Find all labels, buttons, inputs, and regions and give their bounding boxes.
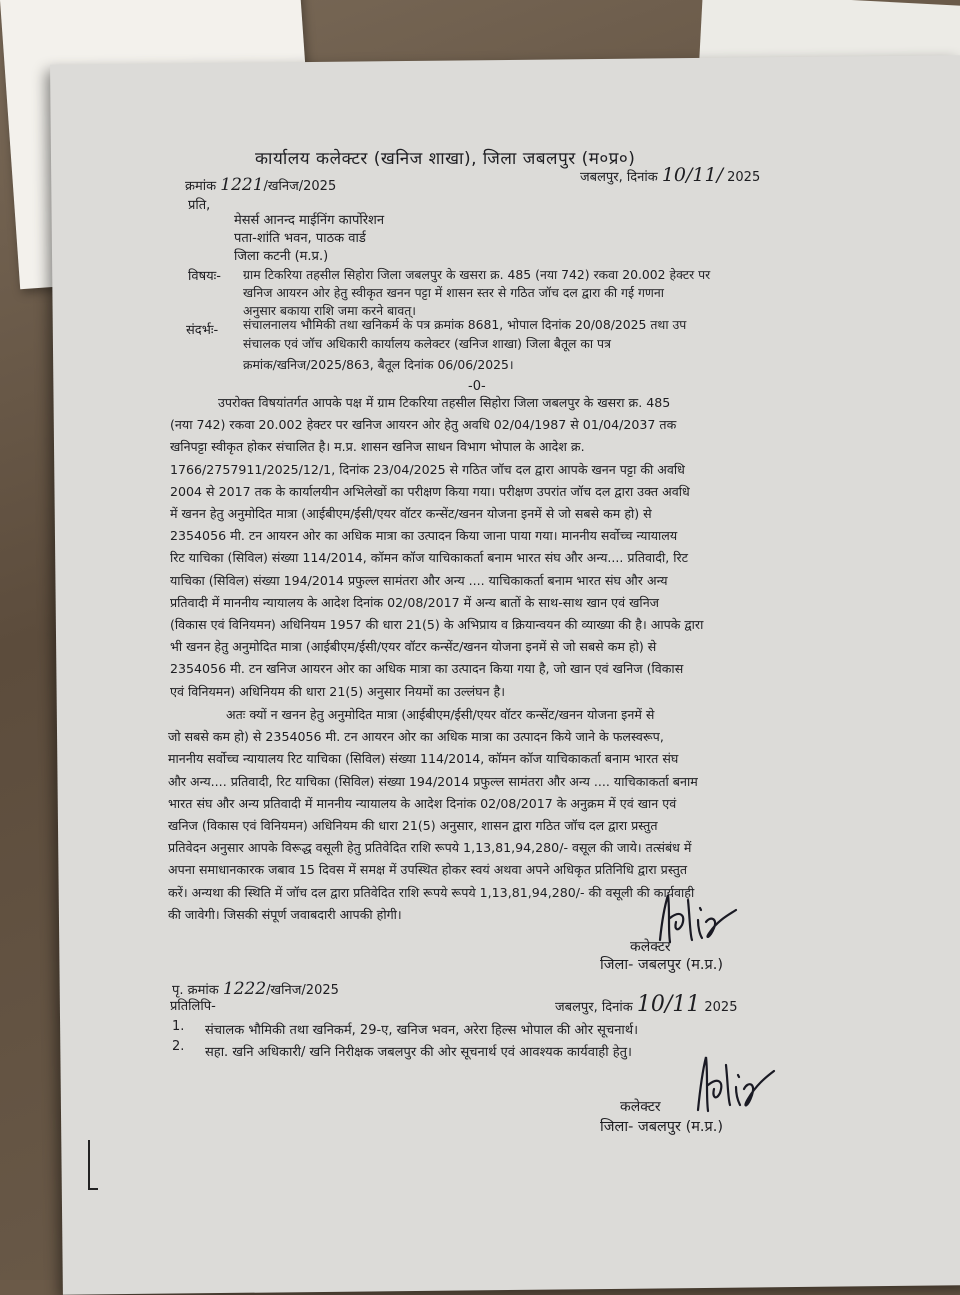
addressee-line: मेसर्स आनन्द माईनिंग कार्पोरेशन	[234, 213, 385, 228]
frame-mark-corner	[88, 1188, 98, 1190]
para1-line: उपरोक्त विषयांतर्गत आपके पक्ष में ग्राम टिकरिया तहसील सिहोरा जिला जबलपुर के खसरा क्र. 485	[218, 395, 671, 410]
frame-mark-left	[88, 1140, 90, 1190]
endorse-prefix: पृ. क्रमांक	[172, 983, 219, 998]
para2-line: प्रतिवेदन अनुसार आपके विरूद्ध वसूली हेतु प्रतिवेदित राशि रूपये 1,13,81,94,280/- वसूल की जाये। तत्संबंध में	[168, 840, 692, 856]
subject-line: खनिज आयरन ओर हेतु स्वीकृत खनन पट्टा में शासन स्तर से गठित जॉच दल द्वारा की गई गणना	[243, 285, 664, 300]
endorsement-date	[555, 992, 738, 1017]
copy-item-text: सहा. खनि अधिकारी/ खनि निरीक्षक जबलपुर की ओर सूचनार्थ एवं आवश्यक कार्यवाही हेतु।	[205, 1045, 632, 1060]
subject-label: विषयः-	[188, 269, 221, 284]
para1-line: रिट याचिका (सिविल) संख्या 114/2014, कॉमन कॉज याचिकाकर्ता बनाम भारत संघ और अन्य.... प्रतिवादी, रिट	[170, 550, 688, 566]
signatory-district: जिला- जबलपुर (म.प्र.)	[600, 1119, 724, 1135]
para2-line: अतः क्यों न खनन हेतु अनुमोदित मात्रा (आईबीएम/ईसी/एयर वॉटर कन्सेंट/खनन योजना इनमें से	[226, 707, 655, 722]
letter-date	[580, 166, 760, 187]
ref-prefix: क्रमांक	[185, 179, 217, 194]
para1-line: एवं विनियमन) अधिनियम की धारा 21(5) अनुसार नियमों का उल्लंघन है।	[170, 683, 506, 699]
para1-line: 2354056 मी. टन खनिज आयरन ओर का अधिक मात्रा का उत्पादन किया गया है, जो खान एवं खनिज (विकास	[170, 661, 684, 677]
para1-line: भी खनन हेतु अनुमोदित मात्रा (आईबीएम/ईसी/एयर वॉटर कन्सेंट/खनन योजना इनमें से जो सबसे कम हो) से	[170, 639, 657, 655]
para2-line: और अन्य.... प्रतिवादी, रिट याचिका (सिविल) संख्या 194/2014 प्रफुल्ल सामंतरा और अन्य .... याचिकाकर्ता बनाम	[168, 773, 698, 789]
signatory-title: कलेक्टर	[630, 939, 671, 955]
para1-line: याचिका (सिविल) संख्या 194/2014 प्रफुल्ल सामंतरा और अन्य .... याचिकाकर्ता बनाम भारत संघ और अन्य	[170, 572, 668, 588]
endorsement-number	[172, 980, 339, 1000]
para2-line: करें। अन्यथा की स्थिति में जॉच दल द्वारा प्रतिवेदित राशि रूपये रूपये 1,13,81,94,280/- की वसूली की कार्यवाही	[168, 884, 695, 900]
endorse-date-handwritten: 10/11	[636, 992, 701, 1017]
ref-number-handwritten: 1221	[220, 175, 264, 195]
addressee-line: पता-शांति भवन, पाठक वार्ड	[234, 231, 366, 246]
to-label: प्रति,	[188, 198, 211, 213]
signatory-district: जिला- जबलपुर (म.प्र.)	[600, 957, 724, 973]
subject-line: ग्राम टिकरिया तहसील सिहोरा जिला जबलपुर के खसरा क्र. 485 (नया 742) रकवा 20.002 हेक्टर पर	[243, 267, 711, 282]
endorse-number-handwritten: 1222	[222, 979, 267, 999]
para2-line: की जावेगी। जिसकी संपूर्ण जवाबदारी आपकी होगी।	[168, 906, 402, 922]
para2-line: जो सबसे कम हो) से 2354056 मी. टन आयरन ओर का अधिक मात्रा का उत्पादन किये जाने के फलस्वरूप,	[168, 729, 664, 745]
signatory-title: कलेक्टर	[620, 1099, 661, 1115]
reference-label: संदर्भः-	[186, 323, 219, 338]
addressee-line: जिला कटनी (म.प्र.)	[234, 249, 329, 264]
para1-line: 2354056 मी. टन आयरन ओर का अधिक मात्रा का उत्पादन किया जाना पाया गया। माननीय सर्वोच्च न्यायालय	[170, 528, 678, 544]
date-label: जबलपुर, दिनांक	[580, 170, 658, 185]
paragraph-1	[170, 392, 780, 703]
copy-item-text: संचालक भौमिकी तथा खनिकर्म, 29-ए, खनिज भवन, अरेरा हिल्स भोपाल की ओर सूचनार्थ।	[205, 1023, 639, 1038]
copy-to-label: प्रतिलिपि-	[170, 999, 216, 1014]
para1-line: में खनन हेतु अनुमोदित मात्रा (आईबीएम/ईसी/एयर वॉटर कन्सेंट/खनन योजना इनमें से जो सबसे कम हो) से	[170, 506, 652, 522]
ref-suffix: /खनिज/2025	[263, 179, 337, 194]
reference-line: क्रमांक/खनिज/2025/863, बैतूल दिनांक 06/06/2025।	[243, 357, 514, 372]
date-year: 2025	[727, 170, 761, 185]
para2-line: भारत संघ और अन्य प्रतिवादी में माननीय न्यायालय के आदेश दिनांक 02/08/2017 के अनुक्रम में एवं खान एवं	[168, 795, 677, 811]
para1-line: खनिपट्टा स्वीकृत होकर संचालित है। म.प्र. शासन खनिज साधन विभाग भोपाल के आदेश क्र.	[170, 439, 585, 455]
reference-number	[185, 176, 336, 196]
subject-line: अनुसार बकाया राशि जमा करने बावत्।	[243, 303, 417, 318]
office-title: कार्यालय कलेक्टर (खनिज शाखा), जिला जबलपुर (म०प्र०)	[255, 149, 636, 169]
para1-line: (विकास एवं विनियमन) अधिनियम 1957 की धारा 21(5) के अभिप्राय व क्रियान्वयन की व्याख्या की है। आपके द्वारा	[170, 617, 704, 633]
reference-line: संचालनालय भौमिकी तथा खनिकर्म के पत्र क्रमांक 8681, भोपाल दिनांक 20/08/2025 तथा उप	[243, 317, 687, 332]
para1-line: 2004 से 2017 तक के कार्यालयीन अभिलेखों का परीक्षण किया गया। परीक्षण उपरांत जॉच दल द्वारा उक्त अवधि	[170, 483, 690, 499]
endorse-year: 2025	[704, 1000, 738, 1015]
collector-signature-2	[680, 1035, 780, 1130]
para2-line: खनिज (विकास एवं विनियमन) अधिनियम की धारा 21(5) अनुसार, शासन द्वारा गठित जॉच दल द्वारा प्रस्तुत	[168, 818, 658, 834]
endorse-date-label: जबलपुर, दिनांक	[555, 1000, 633, 1015]
para1-line: 1766/2757911/2025/12/1, दिनांक 23/04/2025 से गठित जॉच दल द्वारा आपके खनन पट्टा की अवधि	[170, 461, 685, 477]
date-handwritten: 10/11/	[661, 164, 723, 186]
para2-line: अपना समाधानकारक जबाव 15 दिवस में समक्ष में उपस्थित होकर स्वयं अथवा अपने अधिकृत प्रतिनिधि द्वारा प्रस्तुत	[168, 862, 688, 878]
divider: -0-	[468, 379, 486, 394]
copy-item-number: 2.	[172, 1039, 185, 1054]
copy-item-number: 1.	[172, 1019, 185, 1034]
endorse-suffix: /खनिज/2025	[266, 983, 339, 998]
para1-line: (नया 742) रकवा 20.002 हेक्टर पर खनिज आयरन ओर हेतु अवधि 02/04/1987 से 01/04/2037 तक	[170, 417, 677, 433]
reference-line: संचालक एवं जॉच अधिकारी कार्यालय कलेक्टर (खनिज शाखा) जिला बैतूल का पत्र	[243, 336, 611, 351]
para1-line: प्रतिवादी में माननीय न्यायालय के आदेश दिनांक 02/08/2017 में अन्य बातों के साथ-साथ खान एवं खनिज	[170, 594, 660, 610]
para2-line: माननीय सर्वोच्च न्यायालय रिट याचिका (सिविल) संख्या 114/2014, कॉमन कॉज याचिकाकर्ता बनाम भारत संघ	[168, 751, 679, 767]
